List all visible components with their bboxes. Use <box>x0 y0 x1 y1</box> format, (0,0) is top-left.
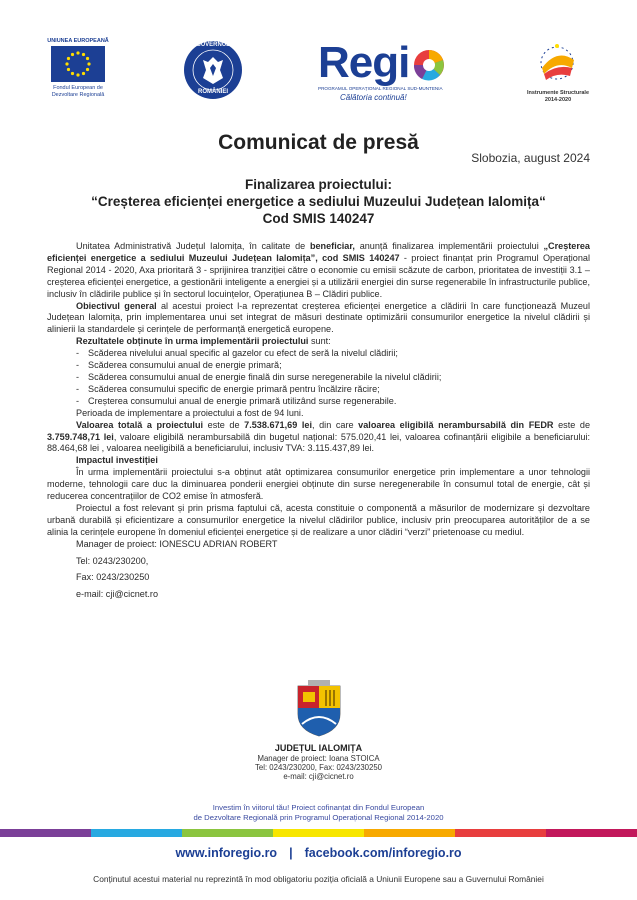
county-contact: Tel: 0243/230200, Fax: 0243/230250 <box>254 763 383 772</box>
project-heading-line3: Cod SMIS 140247 <box>262 211 375 226</box>
list-item: - Scăderea consumului anual de energie primară; <box>76 360 282 371</box>
eu-fund-caption <box>43 85 113 98</box>
objective-text: al acestui proiect l-a reprezentat creșterea eficienței energetice a clădirii în care funcționează Muzeul Județean Ialomița, prin implementarea unui set integrat de măsuri destinate optimizării consumurilor energetice la nivelul clădirii și alinierii la standardele și cerințele de performanță energetică europene. <box>47 300 590 335</box>
eu-star <box>71 72 74 75</box>
disclaimer: Conținutul acestui material nu reprezintă în mod obligatoriu poziția oficială a Uniunii Europene sau a Guvernului României <box>93 874 544 884</box>
county-email: e-mail: cji@cicnet.ro <box>283 772 354 781</box>
is-caption-line2: 2014-2020 <box>544 96 572 103</box>
total-value: 7.538.671,69 lei <box>244 419 312 430</box>
facebook-link[interactable]: facebook.com/inforegio.ro <box>304 846 462 860</box>
intro-project-name: „Creșterea eficienței energetice a sediului Muzeului Județean Ialomița”, cod SMIS 140247 <box>47 241 590 263</box>
contact-phone: Tel: 0243/230200, <box>76 555 149 566</box>
value-paragraph <box>47 420 590 456</box>
eu-star <box>86 68 89 71</box>
value-text-f: este de <box>553 419 591 430</box>
list-item: - Creșterea consumului anual de energie primară utilizând surse regenerabile. <box>76 395 397 406</box>
intro-text-e: - proiect finanțat prin Programul Operațional Regional 2014 - 2020, Axa prioritară 3 - sprijinirea tranziției către o economie cu emisii scăzute de carbon, prioritatea de investiții 3.1 – creșterea eficienței energetice, a gestionării inteligente a energiei și a utilizării energiei din surse regenerabile în infrastructurile publice, inclusiv în clădirile publice și în sectorul locuințelor, Operațiunea B – Clădiri publice. <box>47 252 590 299</box>
result-item-text: Scăderea consumului specific de energie primară pentru încălzire răcire; <box>88 383 380 394</box>
intro-text-a: Unitatea Administrativă Județul Ialomița, în calitate de <box>76 241 310 251</box>
result-item-text: Creșterea consumului anual de energie primară utilizând surse regenerabile. <box>88 395 397 406</box>
county-coat-of-arms-icon <box>296 680 342 738</box>
gov-seal-text-bottom: ROMÂNIEI <box>198 89 228 95</box>
intro-beneficiary: beneficiar, <box>309 241 355 251</box>
eu-star <box>86 57 89 60</box>
county-name: JUDEȚUL IALOMIȚA <box>274 743 363 753</box>
regio-tagline: Călătoria continuă! <box>340 93 407 102</box>
project-heading-line1: Finalizarea proiectului: <box>244 177 393 192</box>
funding-statement <box>0 803 637 823</box>
website-link[interactable]: www.inforegio.ro <box>175 846 278 860</box>
regio-program-subtitle: PROGRAMUL OPERAȚIONAL REGIONAL SUD-MUNTENIA <box>318 86 443 91</box>
structural-instruments-icon <box>532 38 582 88</box>
impact-heading: Impactul investiției <box>76 455 158 466</box>
rainbow-stripe <box>0 829 637 837</box>
intro-paragraph <box>47 241 590 301</box>
list-item: - Scăderea nivelului anual specific al gazelor cu efect de seră la nivelul clădirii; <box>76 348 398 359</box>
eu-star <box>67 68 70 71</box>
eu-star <box>65 62 68 65</box>
contact-email: e-mail: cji@cicnet.ro <box>76 589 158 600</box>
list-item: - Scăderea consumului anual de energie finală din surse neregenerabile la nivelul clădirii; <box>76 371 442 382</box>
eu-caption-line1: Fondul European de <box>53 85 103 91</box>
objective-label: Obiectivul general <box>76 300 157 311</box>
eu-star <box>71 53 74 56</box>
results-label: Rezultatele obținute în urma implementării proiectului <box>76 336 309 347</box>
value-text-d: , din care <box>311 419 359 430</box>
fedr-label: valoarea eligibilă nerambursabilă din FEDR <box>358 419 554 430</box>
document-title: Comunicat de presă <box>218 131 419 154</box>
relevance-paragraph: Proiectul a fost relevant și prin prisma faptului că, acesta constituie o componentă a măsurilor de modernizare și dezvoltare urbană durabilă și eficientizare a consumurilor energetice la nivelul clădirilor publice, inclusiv prin preocuparea autorităților de a se alinia la cerințele europene în domeniul eficienței energetice și de realizare a unor clădiri “verzi” prietenoase cu mediul. <box>47 502 590 537</box>
dateline: Slobozia, august 2024 <box>471 151 590 165</box>
gov-seal-text-top: GUVERNUL <box>196 42 230 48</box>
is-caption-line1: Instrumente Structurale <box>526 90 590 96</box>
eu-logo-title: UNIUNEA EUROPEANĂ <box>47 38 109 44</box>
regio-logo-word: Regi <box>318 38 410 87</box>
eu-flag-icon <box>51 46 105 82</box>
implementation-period: Perioada de implementare a proiectului a fost de 94 luni. <box>76 407 304 418</box>
value-label: Valoarea totală a proiectului <box>76 419 204 430</box>
result-item-text: Scăderea consumului anual de energie finală din surse neregenerabile la nivelul clădirii; <box>88 371 442 382</box>
results-heading <box>47 336 590 348</box>
eu-star <box>76 73 79 76</box>
list-item: - Scăderea consumului specific de energie primară pentru încălzire răcire; <box>76 383 380 394</box>
funding-line1: Investim în viitorul tău! Proiect cofinanțat din Fondul European <box>212 803 425 812</box>
eu-star <box>76 51 79 54</box>
value-text-h: , valoare eligibilă nerambursabilă din bugetul național: 575.020,41 lei, valoarea cofinanțării eligibile a beneficiarului: 88.464,68 lei , valoarea neeligibilă a beneficiarului, inclusiv TVA: 3.115.437,89 lei. <box>47 431 591 454</box>
press-release-body <box>47 241 590 601</box>
regio-color-wheel-icon <box>412 48 446 82</box>
footer-links <box>0 846 637 860</box>
fedr-value: 3.759.748,71 lei <box>47 431 114 442</box>
value-text-b: este de <box>203 419 245 430</box>
results-suffix: sunt: <box>308 336 331 347</box>
contact-fax: Fax: 0243/230250 <box>76 572 150 583</box>
eu-star <box>67 57 70 60</box>
intro-text-c: anunță finalizarea implementării proiectului <box>354 241 544 251</box>
eu-star <box>82 72 85 75</box>
link-separator: | <box>289 846 293 860</box>
project-heading-line2: “Creșterea eficienței energetice a sediului Muzeului Județean Ialomița“ <box>91 194 546 209</box>
eu-star <box>87 62 90 65</box>
results-list <box>47 348 590 408</box>
impact-paragraph: În urma implementării proiectului s-a obținut atât optimizarea consumurilor energetice prin implementare a unor tehnologii moderne, tehnologii care duc la diminuarea ponderii energiei obținute din surse neregenerabile în consumul total de energie, cât și reducerea concentrațiilor de CO2 emise în atmosferă. <box>47 467 590 502</box>
eu-star <box>82 53 85 56</box>
result-item-text: Scăderea nivelului anual specific al gazelor cu efect de seră la nivelul clădirii; <box>88 348 398 359</box>
objective-paragraph <box>47 301 590 337</box>
eu-caption-line2: Dezvoltare Regională <box>51 91 105 98</box>
project-manager: Manager de proiect: IONESCU ADRIAN ROBERT <box>76 538 278 549</box>
county-project-manager: Manager de proiect: Ioana STOICA <box>257 754 380 763</box>
result-item-text: Scăderea consumului anual de energie primară; <box>88 360 282 371</box>
structural-instruments-caption <box>520 90 596 103</box>
funding-line2: de Dezvoltare Regională prin Programul Operațional Regional 2014-2020 <box>193 813 444 822</box>
